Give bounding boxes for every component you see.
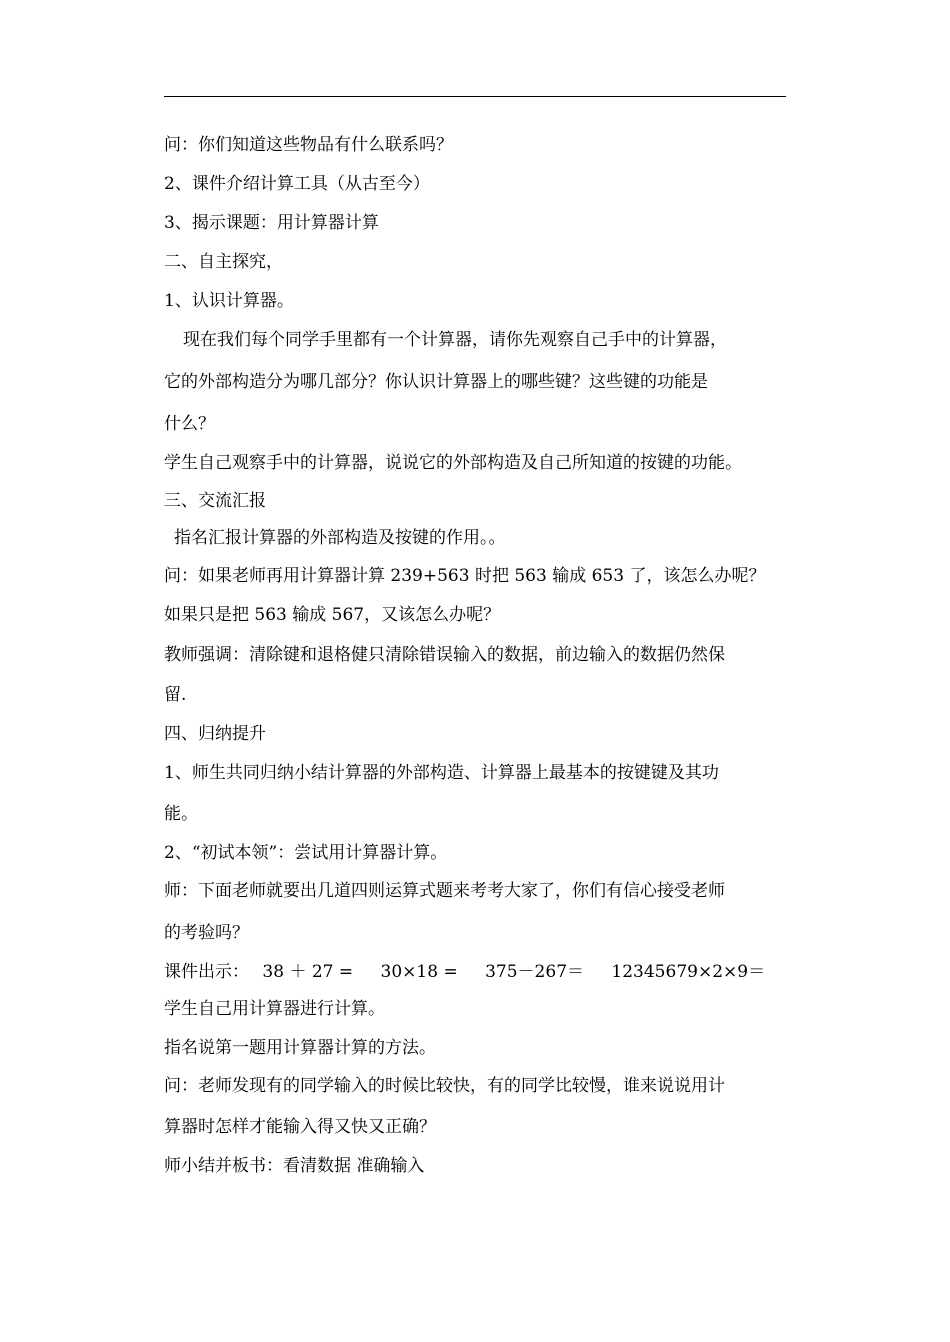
exercise-line [164, 961, 765, 983]
text-line: 2、课件介绍计算工具（从古至今） [164, 174, 430, 194]
exercise-item: 38 ＋ 27 = [262, 962, 354, 982]
paragraph-line: 留. [164, 685, 187, 705]
paragraph-line: 的考验吗？ [164, 923, 249, 943]
exercise-item: 375－267＝ [485, 962, 585, 982]
exercise-label: 课件出示： [164, 962, 249, 982]
text-line: 指名说第一题用计算器计算的方法。 [164, 1038, 436, 1058]
text-line: 3、揭示课题：用计算器计算 [164, 213, 379, 233]
section-heading: 二、自主探究， [164, 252, 283, 272]
paragraph-line: 问：老师发现有的同学输入的时候比较快，有的同学比较慢，谁来说说用计 [164, 1076, 725, 1096]
text-line: 2、“初试本领”：尝试用计算器计算。 [164, 843, 448, 863]
paragraph-line: 能。 [164, 804, 198, 824]
text-line: 1、认识计算器。 [164, 291, 294, 311]
header-rule [164, 96, 786, 97]
paragraph-line: 它的外部构造分为哪几部分？你认识计算器上的哪些键？这些键的功能是 [164, 372, 708, 392]
text-line: 指名汇报计算器的外部构造及按键的作用。。 [174, 528, 506, 548]
section-heading: 四、归纳提升 [164, 724, 266, 744]
text-line: 师小结并板书：看清数据 准确输入 [164, 1156, 425, 1176]
paragraph-line: 算器时怎样才能输入得又快又正确？ [164, 1117, 436, 1137]
paragraph-line: 师：下面老师就要出几道四则运算式题来考考大家了，你们有信心接受老师 [164, 881, 725, 901]
text-line: 学生自己观察手中的计算器，说说它的外部构造及自己所知道的按键的功能。 [164, 453, 742, 473]
text-line: 学生自己用计算器进行计算。 [164, 999, 385, 1019]
exercise-item: 30×18 = [380, 962, 458, 982]
text-line: 如果只是把 563 输成 567，又该怎么办呢？ [164, 605, 501, 625]
text-line: 问：你们知道这些物品有什么联系吗？ [164, 135, 453, 155]
paragraph-line: 1、师生共同归纳小结计算器的外部构造、计算器上最基本的按键键及其功 [164, 763, 719, 783]
paragraph-line: 教师强调：清除键和退格健只清除错误输入的数据，前边输入的数据仍然保 [164, 645, 725, 665]
paragraph-line: 什么？ [164, 414, 215, 434]
section-heading: 三、交流汇报 [164, 491, 266, 511]
text-line: 问：如果老师再用计算器计算 239+563 时把 563 输成 653 了，该怎么办呢？ [164, 566, 766, 586]
exercise-item: 12345679×2×9＝ [611, 962, 766, 982]
paragraph-line: 现在我们每个同学手里都有一个计算器，请你先观察自己手中的计算器， [183, 330, 727, 350]
